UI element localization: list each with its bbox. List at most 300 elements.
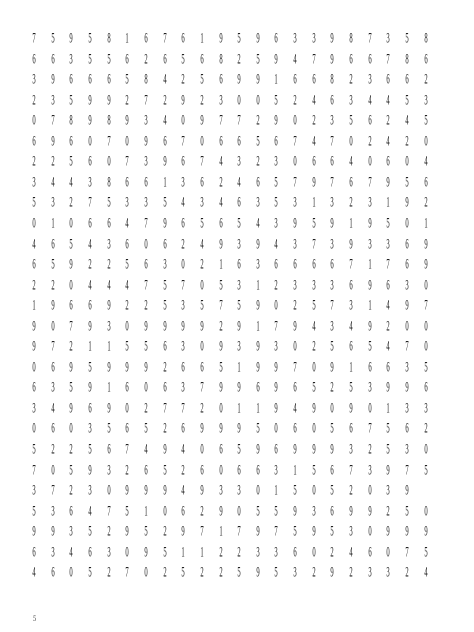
digit-cell: 3: [330, 193, 335, 211]
digit-cell: 7: [200, 378, 204, 396]
digit-cell: 4: [88, 501, 92, 519]
digit-cell: 6: [405, 69, 409, 88]
digit-cell: 6: [88, 542, 92, 560]
digit-cell: 2: [69, 439, 73, 458]
digit-cell: 5: [181, 49, 185, 67]
digit-cell: 1: [256, 316, 260, 334]
digit-cell: 9: [237, 69, 241, 88]
digit-cell: 9: [405, 295, 409, 314]
digit-cell: 4: [88, 234, 92, 252]
digit-cell: 3: [256, 254, 260, 273]
digit-cell: 2: [330, 378, 335, 396]
digit-cell: 5: [312, 460, 316, 478]
digit-cell: 7: [144, 275, 148, 293]
digit-cell: 5: [312, 378, 316, 396]
digit-cell: 9: [274, 378, 279, 396]
digit-cell: 3: [274, 152, 279, 170]
digit-cell: 2: [144, 398, 148, 417]
digit-cell: 3: [218, 90, 223, 108]
digit-cell: 5: [237, 28, 241, 47]
digit-cell: 9: [274, 110, 279, 129]
digit-row: [29, 564, 439, 582]
digit-cell: 6: [88, 69, 92, 88]
digit-cell: 0: [293, 110, 297, 129]
digit-cell: 5: [144, 521, 148, 540]
digit-cell: 5: [32, 439, 36, 458]
digit-cell: 0: [368, 152, 372, 170]
digit-cell: 3: [386, 563, 390, 581]
digit-cell: 3: [368, 378, 372, 396]
digit-cell: 6: [200, 49, 204, 67]
digit-cell: 6: [330, 90, 335, 108]
digit-cell: 9: [162, 316, 167, 334]
digit-row: [29, 297, 439, 315]
digit-cell: 0: [125, 316, 129, 334]
digit-cell: 3: [368, 234, 372, 252]
digit-cell: 2: [69, 337, 73, 355]
digit-cell: 2: [218, 563, 223, 581]
digit-cell: 0: [32, 213, 36, 232]
digit-cell: 2: [293, 295, 297, 314]
digit-cell: 4: [218, 193, 223, 211]
digit-cell: 4: [32, 563, 36, 581]
digit-cell: 3: [237, 234, 241, 252]
digit-cell: 9: [88, 460, 92, 478]
digit-cell: 7: [423, 295, 428, 314]
digit-row: [29, 92, 439, 110]
digit-cell: 4: [293, 398, 297, 417]
digit-cell: 9: [293, 213, 297, 232]
digit-cell: 8: [349, 28, 353, 47]
digit-row: [29, 318, 439, 336]
digit-cell: 3: [423, 90, 428, 108]
digit-cell: 4: [88, 275, 92, 293]
digit-cell: 0: [106, 152, 111, 170]
digit-cell: 9: [125, 521, 129, 540]
digit-cell: 0: [423, 275, 428, 293]
digit-cell: 9: [256, 69, 260, 88]
digit-cell: 9: [405, 378, 409, 396]
digit-cell: 3: [106, 460, 111, 478]
digit-cell: 0: [274, 419, 279, 437]
digit-cell: 3: [349, 521, 353, 540]
digit-cell: 6: [237, 193, 241, 211]
digit-cell: 5: [256, 419, 260, 437]
digit-cell: 7: [32, 460, 36, 478]
digit-cell: 3: [32, 398, 36, 417]
digit-cell: 7: [32, 28, 36, 47]
digit-cell: 0: [69, 563, 73, 581]
digit-cell: 5: [423, 460, 428, 478]
digit-cell: 1: [256, 275, 260, 293]
digit-cell: 2: [181, 234, 185, 252]
digit-cell: 7: [330, 295, 335, 314]
digit-row: [29, 441, 439, 459]
digit-cell: 2: [181, 69, 185, 88]
digit-cell: 5: [330, 521, 335, 540]
digit-cell: 2: [125, 90, 129, 108]
digit-cell: 0: [69, 419, 73, 437]
digit-cell: 9: [162, 480, 167, 499]
digit-cell: 6: [330, 254, 335, 273]
digit-cell: 3: [144, 110, 148, 129]
digit-cell: 6: [368, 542, 372, 560]
digit-cell: 5: [405, 28, 409, 47]
digit-cell: 7: [330, 131, 335, 149]
digit-cell: 2: [330, 542, 335, 560]
digit-cell: 3: [162, 254, 167, 273]
digit-cell: 2: [125, 460, 129, 478]
digit-cell: 2: [69, 480, 73, 499]
digit-cell: 5: [32, 501, 36, 519]
digit-cell: 9: [218, 234, 223, 252]
digit-cell: 7: [274, 316, 279, 334]
digit-cell: 2: [162, 521, 167, 540]
digit-cell: 5: [274, 90, 279, 108]
digit-cell: 9: [106, 90, 111, 108]
digit-cell: 9: [32, 316, 36, 334]
digit-cell: 3: [274, 460, 279, 478]
digit-cell: 6: [237, 254, 241, 273]
digit-cell: 0: [256, 90, 260, 108]
digit-cell: 2: [423, 419, 428, 437]
digit-cell: 9: [312, 521, 316, 540]
digit-cell: 3: [237, 275, 241, 293]
digit-cell: 4: [386, 295, 390, 314]
digit-cell: 1: [218, 254, 223, 273]
digit-cell: 6: [88, 398, 92, 417]
digit-cell: 2: [368, 439, 372, 458]
digit-cell: 3: [274, 542, 279, 560]
digit-cell: 9: [386, 521, 390, 540]
digit-cell: 2: [256, 152, 260, 170]
digit-cell: 9: [125, 480, 129, 499]
digit-cell: 7: [386, 49, 390, 67]
digit-cell: 6: [181, 357, 185, 376]
digit-cell: 6: [274, 439, 279, 458]
digit-row: [29, 482, 439, 500]
digit-cell: 9: [349, 398, 353, 417]
digit-cell: 6: [125, 378, 129, 396]
digit-cell: 9: [69, 357, 73, 376]
digit-cell: 9: [50, 69, 55, 88]
digit-cell: 6: [293, 419, 297, 437]
page-number: 5: [33, 614, 37, 623]
digit-cell: 9: [32, 337, 36, 355]
digit-cell: 9: [181, 90, 185, 108]
digit-cell: 9: [293, 316, 297, 334]
digit-cell: 0: [423, 337, 428, 355]
digit-cell: 6: [50, 419, 55, 437]
digit-cell: 0: [256, 480, 260, 499]
digit-cell: 1: [386, 398, 390, 417]
digit-cell: 7: [106, 501, 111, 519]
digit-cell: 7: [237, 521, 241, 540]
digit-cell: 3: [200, 193, 204, 211]
digit-cell: 9: [293, 439, 297, 458]
digit-cell: 5: [256, 501, 260, 519]
digit-cell: 9: [330, 563, 335, 581]
digit-cell: 1: [293, 460, 297, 478]
digit-cell: 5: [125, 254, 129, 273]
digit-cell: 9: [106, 398, 111, 417]
digit-cell: 3: [32, 480, 36, 499]
digit-row: [29, 236, 439, 254]
digit-cell: 6: [88, 152, 92, 170]
digit-cell: 5: [423, 110, 428, 129]
digit-cell: 9: [88, 378, 92, 396]
digit-cell: 9: [405, 521, 409, 540]
digit-cell: 7: [274, 521, 279, 540]
digit-cell: 5: [200, 213, 204, 232]
digit-cell: 3: [50, 378, 55, 396]
digit-cell: 2: [50, 275, 55, 293]
digit-cell: 3: [237, 152, 241, 170]
digit-cell: 9: [162, 439, 167, 458]
digit-cell: 6: [386, 357, 390, 376]
digit-cell: 4: [386, 131, 390, 149]
digit-cell: 6: [237, 460, 241, 478]
digit-cell: 9: [32, 521, 36, 540]
digit-cell: 1: [349, 213, 353, 232]
digit-cell: 7: [181, 131, 185, 149]
digit-cell: 7: [144, 90, 148, 108]
digit-cell: 9: [144, 316, 148, 334]
digit-cell: 6: [106, 69, 111, 88]
digit-cell: 5: [423, 357, 428, 376]
digit-cell: 2: [386, 501, 390, 519]
digit-cell: 6: [162, 131, 167, 149]
digit-cell: 0: [237, 501, 241, 519]
digit-cell: 3: [349, 90, 353, 108]
digit-cell: 9: [200, 419, 204, 437]
digit-cell: 0: [162, 501, 167, 519]
digit-cell: 1: [200, 28, 204, 47]
digit-cell: 0: [32, 357, 36, 376]
digit-cell: 1: [274, 480, 279, 499]
digit-cell: 4: [423, 152, 428, 170]
digit-cell: 9: [256, 337, 260, 355]
digit-row: [29, 71, 439, 89]
digit-cell: 5: [386, 213, 390, 232]
digit-row: [29, 544, 439, 562]
digit-cell: 6: [330, 152, 335, 170]
digit-cell: 6: [88, 213, 92, 232]
digit-cell: 2: [274, 275, 279, 293]
digit-cell: 9: [256, 563, 260, 581]
digit-cell: 4: [256, 213, 260, 232]
digit-cell: 4: [162, 69, 167, 88]
digit-cell: 0: [237, 90, 241, 108]
digit-cell: 2: [69, 193, 73, 211]
digit-cell: 9: [256, 295, 260, 314]
digit-cell: 0: [423, 439, 428, 458]
digit-cell: 6: [125, 49, 129, 67]
digit-cell: 3: [293, 563, 297, 581]
digit-cell: 9: [218, 337, 223, 355]
digit-cell: 9: [162, 213, 167, 232]
digit-cell: 5: [88, 521, 92, 540]
digit-cell: 4: [312, 90, 316, 108]
digit-cell: 5: [330, 337, 335, 355]
digit-cell: 6: [349, 172, 353, 191]
digit-cell: 2: [218, 316, 223, 334]
digit-cell: 8: [106, 28, 111, 47]
digit-cell: 5: [69, 234, 73, 252]
digit-cell: 9: [368, 213, 372, 232]
digit-cell: 1: [106, 378, 111, 396]
digit-cell: 4: [293, 49, 297, 67]
digit-cell: 8: [423, 28, 428, 47]
digit-cell: 5: [386, 439, 390, 458]
digit-cell: 2: [386, 110, 390, 129]
digit-cell: 9: [330, 213, 335, 232]
digit-cell: 7: [144, 213, 148, 232]
digit-cell: 3: [405, 275, 409, 293]
digit-cell: 9: [144, 542, 148, 560]
digit-cell: 9: [386, 460, 390, 478]
digit-cell: 4: [312, 316, 316, 334]
digit-cell: 9: [312, 172, 316, 191]
digit-cell: 6: [293, 69, 297, 88]
digit-cell: 4: [349, 316, 353, 334]
digit-cell: 0: [368, 398, 372, 417]
digit-cell: 3: [368, 69, 372, 88]
digit-cell: 7: [88, 193, 92, 211]
digit-cell: 5: [88, 28, 92, 47]
digit-cell: 5: [200, 295, 204, 314]
digit-cell: 4: [181, 480, 185, 499]
digit-row: [29, 256, 439, 274]
digit-cell: 3: [256, 193, 260, 211]
digit-cell: 3: [274, 213, 279, 232]
digit-cell: 0: [125, 398, 129, 417]
digit-cell: 6: [368, 110, 372, 129]
digit-cell: 5: [330, 419, 335, 437]
digit-cell: 4: [386, 90, 390, 108]
digit-cell: 2: [200, 398, 204, 417]
digit-cell: 1: [237, 398, 241, 417]
digit-cell: 5: [69, 152, 73, 170]
digit-cell: 9: [181, 316, 185, 334]
digit-cell: 4: [386, 337, 390, 355]
digit-cell: 6: [32, 49, 36, 67]
digit-cell: 3: [312, 275, 316, 293]
digit-cell: 6: [349, 419, 353, 437]
digit-cell: 6: [88, 295, 92, 314]
digit-cell: 5: [237, 295, 241, 314]
digit-row: [29, 174, 439, 192]
digit-cell: 9: [237, 419, 241, 437]
digit-cell: 3: [32, 172, 36, 191]
digit-cell: 2: [349, 563, 353, 581]
digit-cell: 0: [293, 337, 297, 355]
digit-cell: 3: [50, 501, 55, 519]
digit-cell: 7: [368, 419, 372, 437]
digit-cell: 3: [181, 337, 185, 355]
digit-cell: 7: [50, 110, 55, 129]
digit-cell: 2: [312, 563, 316, 581]
digit-cell: 9: [368, 501, 372, 519]
digit-row: [29, 153, 439, 171]
digit-cell: 6: [386, 69, 390, 88]
digit-cell: 0: [200, 275, 204, 293]
digit-cell: 0: [69, 213, 73, 232]
digit-cell: 9: [88, 110, 92, 129]
digit-cell: 9: [368, 316, 372, 334]
digit-cell: 0: [200, 131, 204, 149]
digit-cell: 7: [312, 49, 316, 67]
digit-cell: 0: [368, 521, 372, 540]
digit-cell: 1: [349, 357, 353, 376]
digit-cell: 4: [200, 234, 204, 252]
digit-cell: 8: [144, 69, 148, 88]
digit-cell: 0: [50, 460, 55, 478]
digit-cell: 7: [50, 480, 55, 499]
digit-cell: 5: [88, 49, 92, 67]
digit-cell: 7: [125, 152, 129, 170]
digit-cell: 2: [386, 316, 390, 334]
digit-cell: 9: [237, 316, 241, 334]
digit-cell: 9: [405, 480, 409, 499]
digit-cell: 4: [144, 439, 148, 458]
digit-row: [29, 112, 439, 130]
digit-cell: 2: [312, 110, 316, 129]
digit-cell: 6: [293, 254, 297, 273]
digit-cell: 9: [312, 398, 316, 417]
digit-cell: 0: [125, 131, 129, 149]
digit-row: [29, 359, 439, 377]
digit-cell: 1: [106, 337, 111, 355]
digit-row: [29, 30, 439, 48]
digit-cell: 9: [423, 234, 428, 252]
digit-cell: 5: [88, 563, 92, 581]
digit-row: [29, 51, 439, 69]
digit-cell: 5: [330, 480, 335, 499]
digit-cell: 3: [50, 542, 55, 560]
digit-cell: 8: [218, 49, 223, 67]
digit-row: [29, 503, 439, 521]
digit-cell: 5: [32, 193, 36, 211]
digit-cell: 4: [125, 275, 129, 293]
digit-cell: 5: [162, 275, 167, 293]
digit-cell: 0: [144, 378, 148, 396]
digit-cell: 3: [405, 357, 409, 376]
digit-cell: 6: [144, 28, 148, 47]
digit-cell: 6: [330, 460, 335, 478]
digit-cell: 9: [423, 521, 428, 540]
digit-row: [29, 462, 439, 480]
digit-cell: 1: [181, 542, 185, 560]
digit-cell: 5: [405, 501, 409, 519]
digit-cell: 6: [218, 69, 223, 88]
digit-cell: 6: [349, 275, 353, 293]
digit-cell: 0: [32, 419, 36, 437]
digit-cell: 3: [218, 480, 223, 499]
digit-cell: 0: [312, 357, 316, 376]
digit-cell: 7: [162, 398, 167, 417]
digit-cell: 2: [218, 542, 223, 560]
digit-cell: 9: [144, 131, 148, 149]
digit-cell: 6: [386, 152, 390, 170]
digit-cell: 3: [274, 337, 279, 355]
digit-cell: 9: [256, 439, 260, 458]
digit-cell: 5: [162, 295, 167, 314]
digit-cell: 4: [106, 275, 111, 293]
digit-cell: 2: [106, 521, 111, 540]
digit-cell: 2: [32, 275, 36, 293]
digit-cell: 5: [312, 295, 316, 314]
